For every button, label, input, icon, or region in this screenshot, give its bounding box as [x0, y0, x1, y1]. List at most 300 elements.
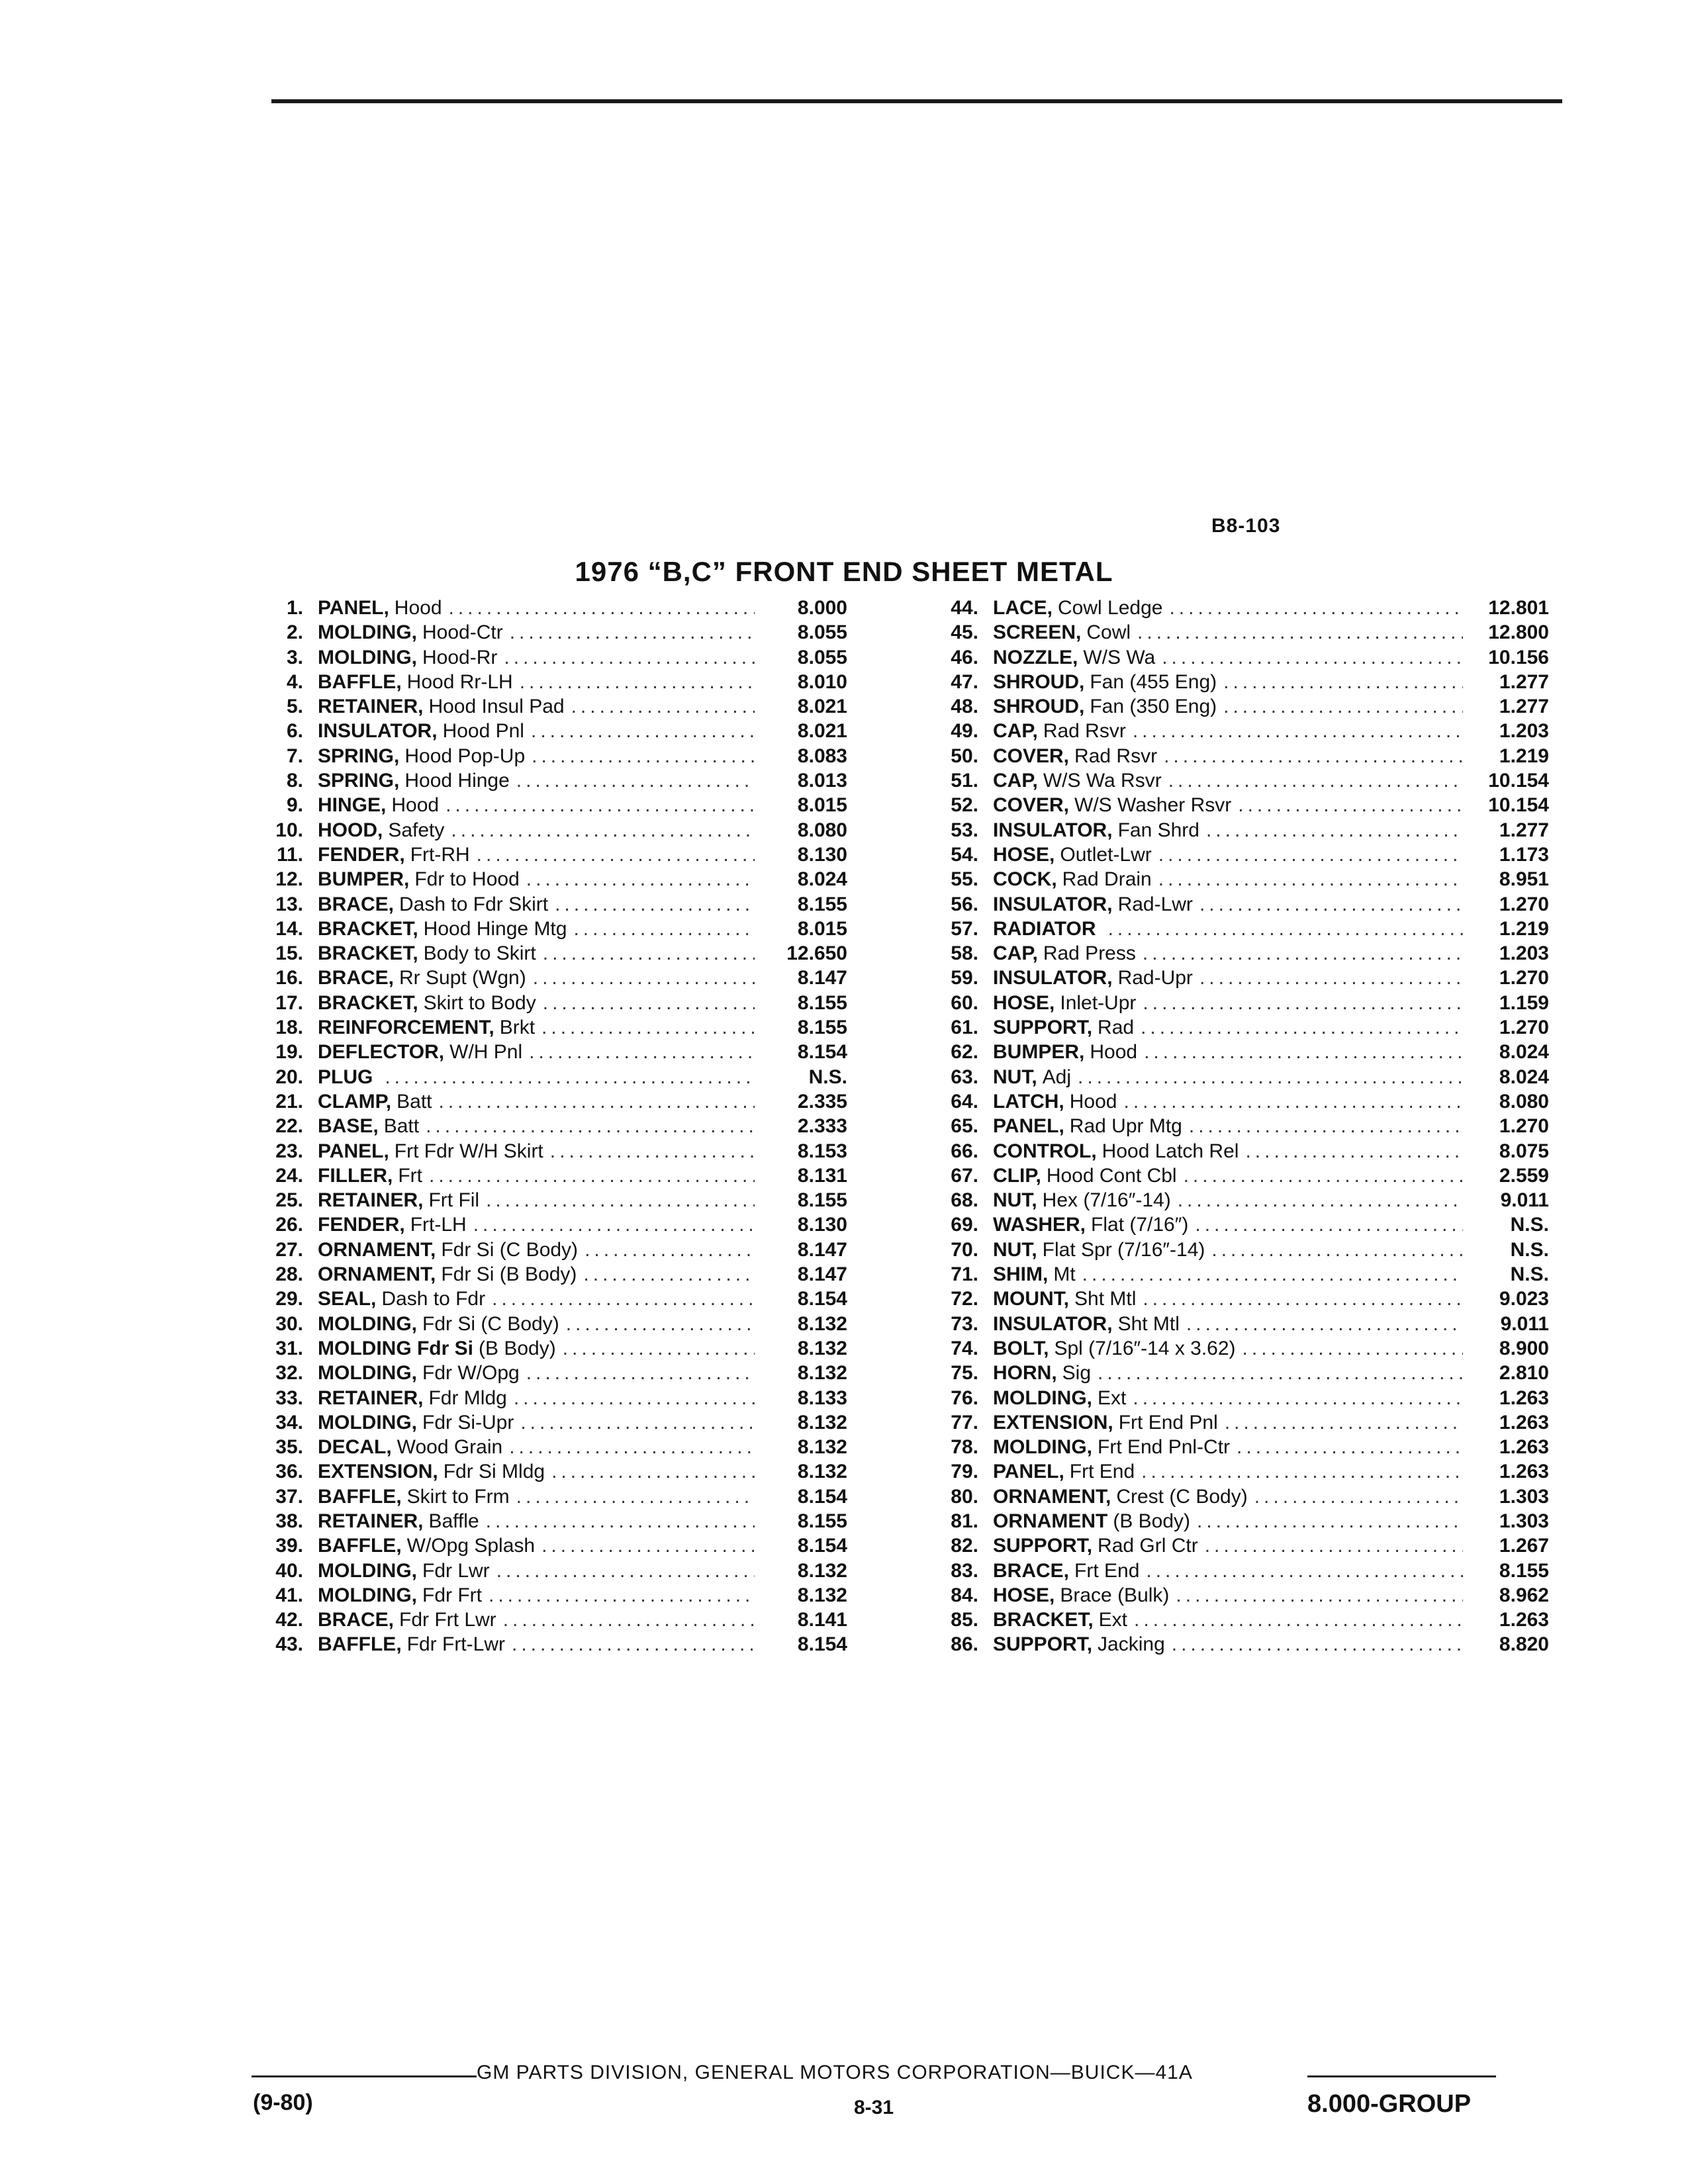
parts-list-row	[252, 1015, 847, 1040]
item-number: 46.	[951, 646, 978, 668]
group-reference: 9.023	[1499, 1288, 1549, 1310]
item-number: 67.	[951, 1164, 978, 1187]
part-name: CLAMP,	[318, 1090, 392, 1113]
part-name: MOUNT,	[993, 1288, 1069, 1310]
item-number: 63.	[951, 1066, 978, 1088]
dot-leader	[573, 917, 755, 941]
part-description: Hood	[394, 597, 442, 619]
dot-leader	[1098, 1361, 1463, 1385]
group-reference: 8.155	[797, 1510, 847, 1532]
part-description: Hood Latch Rel	[1102, 1140, 1239, 1162]
group-reference: 8.024	[1499, 1066, 1549, 1088]
part-description: Fan (350 Eng)	[1090, 696, 1217, 718]
dot-leader	[514, 1386, 755, 1410]
part-name: COVER,	[993, 745, 1070, 767]
part-description: Adj	[1042, 1066, 1072, 1088]
dot-leader	[1133, 1386, 1463, 1410]
group-reference: 8.010	[797, 670, 847, 693]
parts-list-row	[252, 1188, 847, 1212]
parts-list-row	[927, 818, 1549, 842]
group-reference: 12.650	[786, 942, 847, 965]
dot-leader	[1168, 768, 1463, 793]
parts-list-row	[927, 620, 1549, 645]
item-number: 68.	[951, 1189, 978, 1212]
part-name: HOSE,	[993, 991, 1055, 1014]
item-number: 28.	[275, 1263, 303, 1286]
group-reference: 8.015	[797, 794, 847, 817]
item-number: 61.	[951, 1017, 978, 1039]
parts-list-row	[252, 1509, 847, 1533]
group-reference: 8.132	[797, 1584, 847, 1606]
dot-leader	[1141, 1459, 1463, 1484]
dot-leader	[426, 1114, 755, 1138]
group-reference: 8.021	[797, 696, 847, 718]
group-reference: 8.055	[797, 621, 847, 644]
group-reference: 1.203	[1499, 720, 1549, 743]
part-name: PLUG	[318, 1066, 373, 1088]
item-number: 35.	[275, 1436, 303, 1459]
part-name: MOLDING,	[993, 1436, 1092, 1459]
item-number: 31.	[275, 1337, 303, 1359]
group-reference: 1.263	[1499, 1461, 1549, 1483]
parts-list-row	[927, 694, 1549, 719]
part-description: Skirt to Body	[423, 991, 536, 1014]
part-description: Ext	[1098, 1387, 1127, 1409]
part-name: HOSE,	[993, 843, 1055, 866]
part-description: Dash to Fdr	[381, 1288, 486, 1310]
part-name: SUPPORT,	[993, 1535, 1093, 1557]
item-number: 5.	[286, 696, 303, 718]
part-description: Fan (455 Eng)	[1090, 670, 1217, 693]
dot-leader	[1143, 1287, 1463, 1311]
dot-leader	[477, 842, 755, 867]
group-reference: N.S.	[808, 1066, 847, 1088]
part-description: Spl (7/16″-14 x 3.62)	[1054, 1337, 1236, 1359]
part-name: FENDER,	[318, 843, 405, 866]
part-name: SUPPORT,	[993, 1633, 1093, 1656]
dot-leader	[526, 1361, 755, 1385]
parts-list-row	[252, 1410, 847, 1435]
dot-leader	[1199, 892, 1463, 917]
group-reference: 1.270	[1499, 967, 1549, 989]
group-reference: 1.270	[1499, 1017, 1549, 1039]
part-name: INSULATOR,	[993, 967, 1113, 989]
parts-list-row	[927, 867, 1549, 891]
parts-list-row	[252, 818, 847, 842]
item-number: 11.	[276, 843, 303, 866]
item-number: 14.	[275, 917, 303, 940]
group-reference: 1.263	[1499, 1436, 1549, 1459]
dot-leader	[429, 1163, 755, 1188]
item-number: 9.	[286, 794, 303, 817]
item-number: 2.	[286, 621, 303, 644]
item-number: 80.	[951, 1485, 978, 1508]
parts-list-row	[927, 1533, 1549, 1558]
footer-rule-left	[252, 2075, 477, 2077]
item-number: 42.	[275, 1609, 303, 1631]
item-number: 39.	[275, 1535, 303, 1557]
item-number: 8.	[286, 770, 303, 792]
dot-leader	[563, 1336, 755, 1361]
parts-list-row	[252, 1089, 847, 1114]
group-reference: 2.810	[1499, 1362, 1549, 1385]
part-description: Fdr Frt	[422, 1584, 482, 1606]
parts-list-row	[252, 596, 847, 620]
part-name: MOLDING,	[993, 1387, 1092, 1409]
footer-publisher: GM PARTS DIVISION, GENERAL MOTORS CORPORATION—BUICK—41A	[477, 2062, 1193, 2083]
parts-list-row	[927, 1336, 1549, 1361]
item-number: 73.	[951, 1312, 978, 1335]
part-description: Sht Mtl	[1117, 1312, 1180, 1335]
part-name: EXTENSION,	[318, 1461, 438, 1483]
item-number: 36.	[275, 1461, 303, 1483]
dot-leader	[1164, 744, 1463, 768]
group-reference: 8.962	[1499, 1584, 1549, 1606]
dot-leader	[1254, 1484, 1463, 1509]
parts-list-row	[252, 1139, 847, 1163]
item-number: 20.	[275, 1066, 303, 1088]
dot-leader	[550, 1139, 755, 1163]
part-description: W/S Washer Rsvr	[1074, 794, 1232, 817]
dot-leader	[1134, 1608, 1463, 1632]
parts-list-row	[252, 1336, 847, 1361]
item-number: 6.	[286, 720, 303, 743]
parts-list-row	[252, 1386, 847, 1410]
parts-list-row	[927, 1312, 1549, 1336]
item-number: 41.	[275, 1584, 303, 1606]
group-reference: 1.277	[1499, 670, 1549, 693]
parts-list-row	[252, 1632, 847, 1657]
group-reference: 8.075	[1499, 1140, 1549, 1162]
group-reference: 1.270	[1499, 893, 1549, 915]
part-description: Hood Hinge	[404, 770, 510, 792]
parts-list-row	[252, 620, 847, 645]
top-rule	[271, 99, 1562, 103]
dot-leader	[510, 620, 755, 645]
item-number: 37.	[275, 1485, 303, 1508]
part-description: Frt End	[1069, 1461, 1135, 1483]
dot-leader	[439, 1089, 755, 1114]
parts-list-row	[927, 1188, 1549, 1212]
item-number: 10.	[275, 819, 303, 841]
part-name: CONTROL,	[993, 1140, 1097, 1162]
item-number: 79.	[951, 1461, 978, 1483]
group-reference: 9.011	[1500, 1312, 1549, 1335]
part-name: CAP,	[993, 770, 1038, 792]
part-name: BUMPER,	[993, 1041, 1085, 1064]
part-name: DECAL,	[318, 1436, 392, 1459]
part-name: CAP,	[993, 942, 1038, 965]
part-description: Rad Upr Mtg	[1069, 1115, 1182, 1138]
part-description: Brkt	[499, 1017, 536, 1039]
group-reference: N.S.	[1510, 1263, 1549, 1286]
parts-list-row	[252, 917, 847, 941]
item-number: 1.	[286, 597, 303, 619]
page-title: 1976 “B,C” FRONT END SHEET METAL	[575, 556, 1113, 587]
group-reference: 1.159	[1499, 991, 1549, 1014]
group-reference: 8.132	[797, 1362, 847, 1385]
item-number: 84.	[951, 1584, 978, 1606]
part-description: Rad-Lwr	[1117, 893, 1193, 915]
part-name: NUT,	[993, 1238, 1037, 1261]
parts-list-row	[927, 1089, 1549, 1114]
parts-list-row	[252, 1484, 847, 1509]
dot-leader	[1169, 596, 1463, 620]
dot-leader	[1144, 1040, 1463, 1064]
group-reference: 8.155	[797, 1017, 847, 1039]
footer-page-number: 8-31	[854, 2097, 894, 2118]
dot-leader	[529, 1040, 755, 1064]
part-description: W/Opg Splash	[406, 1535, 536, 1557]
dot-leader	[1205, 1533, 1463, 1558]
part-name: FENDER,	[318, 1214, 405, 1236]
dot-leader	[486, 1509, 755, 1533]
item-number: 62.	[951, 1041, 978, 1064]
parts-list-row	[252, 867, 847, 891]
part-description: Fdr Frt-Lwr	[406, 1633, 505, 1656]
part-description: Jacking	[1098, 1633, 1165, 1656]
part-description: Body to Skirt	[423, 942, 536, 965]
part-description: Frt End Pnl	[1118, 1411, 1218, 1433]
part-description: Outlet-Lwr	[1060, 843, 1152, 866]
parts-list-row	[927, 1015, 1549, 1040]
dot-leader	[566, 1312, 755, 1336]
dot-leader	[486, 1188, 755, 1212]
item-number: 7.	[286, 745, 303, 767]
part-description: Rad Rsvr	[1043, 720, 1126, 743]
parts-list-row	[252, 694, 847, 719]
parts-list-row	[927, 596, 1549, 620]
group-reference: N.S.	[1510, 1238, 1549, 1261]
part-name: RETAINER,	[318, 1510, 424, 1532]
part-description: Batt	[383, 1115, 420, 1138]
part-description: Inlet-Upr	[1060, 991, 1137, 1014]
group-reference: 8.080	[797, 819, 847, 841]
dot-leader	[1195, 1212, 1463, 1237]
part-description: Fdr Lwr	[422, 1559, 490, 1582]
parts-list-row	[252, 1262, 847, 1287]
group-reference: 1.267	[1499, 1535, 1549, 1557]
item-number: 57.	[951, 917, 978, 940]
group-reference: 8.080	[1499, 1090, 1549, 1113]
part-description: Ext	[1098, 1609, 1128, 1631]
dot-leader	[1082, 1262, 1463, 1287]
part-name: RETAINER,	[318, 696, 424, 718]
parts-list-row	[927, 670, 1549, 694]
dot-leader	[1238, 793, 1463, 817]
parts-list-row	[927, 1509, 1549, 1533]
dot-leader	[555, 892, 755, 917]
part-description: Skirt to Frm	[406, 1485, 510, 1508]
part-description: Rad Rsvr	[1074, 745, 1158, 767]
part-name: CAP,	[993, 720, 1038, 743]
group-reference: 8.021	[797, 720, 847, 743]
parts-list-row	[927, 941, 1549, 966]
item-number: 69.	[951, 1214, 978, 1236]
parts-list-row	[927, 1484, 1549, 1509]
dot-leader	[516, 768, 755, 793]
part-description: Baffle	[428, 1510, 479, 1532]
parts-list-row	[927, 744, 1549, 768]
part-name: MOLDING,	[318, 1312, 417, 1335]
item-number: 86.	[951, 1633, 978, 1656]
part-name: WASHER,	[993, 1214, 1086, 1236]
part-name: COVER,	[993, 794, 1070, 817]
part-name: INSULATOR,	[318, 720, 438, 743]
dot-leader	[445, 793, 755, 817]
part-name: BAFFLE,	[318, 670, 402, 693]
parts-list-row	[252, 842, 847, 867]
group-reference: 8.133	[797, 1387, 847, 1409]
parts-list-row	[927, 1632, 1549, 1657]
group-reference: 8.153	[797, 1140, 847, 1162]
part-description: Fdr Si (C Body)	[441, 1238, 579, 1261]
item-number: 64.	[951, 1090, 978, 1113]
item-number: 78.	[951, 1436, 978, 1459]
group-reference: 8.130	[797, 843, 847, 866]
part-name: LATCH,	[993, 1090, 1064, 1113]
dot-leader	[1108, 917, 1463, 941]
item-number: 26.	[275, 1214, 303, 1236]
dot-leader	[1172, 1632, 1463, 1657]
dot-leader	[1189, 1114, 1463, 1138]
parts-list-row	[927, 1114, 1549, 1138]
part-description: Rad Grl Ctr	[1098, 1535, 1198, 1557]
dot-leader	[571, 694, 755, 719]
item-number: 59.	[951, 967, 978, 989]
dot-leader	[504, 645, 755, 670]
parts-list-row	[927, 1238, 1549, 1262]
item-number: 21.	[275, 1090, 303, 1113]
dot-leader	[1225, 1410, 1463, 1435]
part-name: MOLDING,	[318, 1411, 417, 1433]
part-description: Hood	[1069, 1090, 1117, 1113]
parts-list-row	[252, 1163, 847, 1188]
group-reference: 8.132	[797, 1436, 847, 1459]
item-number: 85.	[951, 1609, 978, 1631]
item-number: 27.	[275, 1238, 303, 1261]
part-description: Wood Grain	[397, 1436, 503, 1459]
dot-leader	[1206, 818, 1463, 842]
parts-list-row	[927, 917, 1549, 941]
part-name: DEFLECTOR,	[318, 1041, 445, 1064]
part-description: (B Body)	[479, 1337, 556, 1359]
parts-list-row	[252, 719, 847, 743]
dot-leader	[1243, 1336, 1463, 1361]
part-name: HOOD,	[318, 819, 383, 841]
footer-date: (9-80)	[253, 2090, 313, 2115]
part-name: SPRING,	[318, 745, 400, 767]
parts-list-row	[252, 966, 847, 990]
dot-leader	[451, 818, 755, 842]
dot-leader	[1158, 867, 1463, 891]
group-reference: 1.303	[1499, 1510, 1549, 1532]
dot-leader	[1143, 941, 1463, 966]
part-name: BRACE,	[318, 893, 395, 915]
part-description: Hood Pnl	[442, 720, 524, 743]
parts-list-row	[252, 1583, 847, 1608]
part-description: Hex (7/16″-14)	[1042, 1189, 1171, 1212]
dot-leader	[1162, 645, 1463, 670]
group-reference: 8.155	[797, 893, 847, 915]
parts-list-row	[927, 1608, 1549, 1632]
parts-list-row	[927, 1410, 1549, 1435]
item-number: 50.	[951, 745, 978, 767]
item-number: 72.	[951, 1288, 978, 1310]
part-name: BUMPER,	[318, 868, 410, 891]
part-name: BAFFLE,	[318, 1485, 402, 1508]
dot-leader	[516, 1484, 755, 1509]
part-name: ORNAMENT,	[318, 1263, 436, 1286]
dot-leader	[1143, 991, 1463, 1015]
item-number: 43.	[275, 1633, 303, 1656]
part-name: MOLDING,	[318, 1584, 417, 1606]
part-description: Fdr W/Opg	[422, 1362, 520, 1385]
parts-list-row	[252, 991, 847, 1015]
group-reference: 8.055	[797, 646, 847, 668]
dot-leader	[512, 1632, 755, 1657]
item-number: 45.	[951, 621, 978, 644]
parts-list-row	[252, 1065, 847, 1089]
group-reference: 1.203	[1499, 942, 1549, 965]
parts-list-row	[927, 1459, 1549, 1484]
item-number: 44.	[951, 597, 978, 619]
dot-leader	[541, 1533, 755, 1558]
part-description: Hood-Ctr	[422, 621, 503, 644]
part-description: W/S Wa Rsvr	[1043, 770, 1162, 792]
part-description: Frt-LH	[410, 1214, 467, 1236]
part-name: HINGE,	[318, 794, 387, 817]
part-description: Sht Mtl	[1074, 1288, 1137, 1310]
part-name: PANEL,	[318, 597, 389, 619]
page-code: B8-103	[1211, 515, 1281, 537]
part-name: BRACE,	[318, 1609, 395, 1631]
group-reference: 8.147	[797, 1238, 847, 1261]
group-reference: 8.130	[797, 1214, 847, 1236]
group-reference: 8.155	[797, 991, 847, 1014]
part-description: Sig	[1062, 1362, 1092, 1385]
item-number: 24.	[275, 1164, 303, 1187]
item-number: 60.	[951, 991, 978, 1014]
part-description: Mt	[1053, 1263, 1076, 1286]
parts-list-left	[252, 596, 847, 1657]
dot-leader	[1199, 966, 1463, 990]
parts-list-row	[927, 966, 1549, 990]
parts-list-right	[927, 596, 1549, 1657]
part-description: Rad Press	[1043, 942, 1136, 965]
item-number: 4.	[286, 670, 303, 693]
part-name: SHROUD,	[993, 670, 1085, 693]
dot-leader	[1237, 1435, 1463, 1459]
group-reference: 8.154	[797, 1288, 847, 1310]
group-reference: 1.263	[1499, 1609, 1549, 1631]
item-number: 58.	[951, 942, 978, 965]
parts-list-row	[252, 744, 847, 768]
footer-group: 8.000-GROUP	[1307, 2090, 1472, 2118]
item-number: 17.	[275, 991, 303, 1014]
group-reference: 8.147	[797, 967, 847, 989]
item-number: 40.	[275, 1559, 303, 1582]
parts-list-row	[927, 1163, 1549, 1188]
part-name: LACE,	[993, 597, 1053, 619]
item-number: 32.	[275, 1362, 303, 1385]
dot-leader	[473, 1212, 755, 1237]
part-description: Frt End Pnl-Ctr	[1098, 1436, 1231, 1459]
item-number: 15.	[275, 942, 303, 965]
parts-list-row	[927, 1559, 1549, 1583]
item-number: 83.	[951, 1559, 978, 1582]
part-description: Hood	[1090, 1041, 1138, 1064]
